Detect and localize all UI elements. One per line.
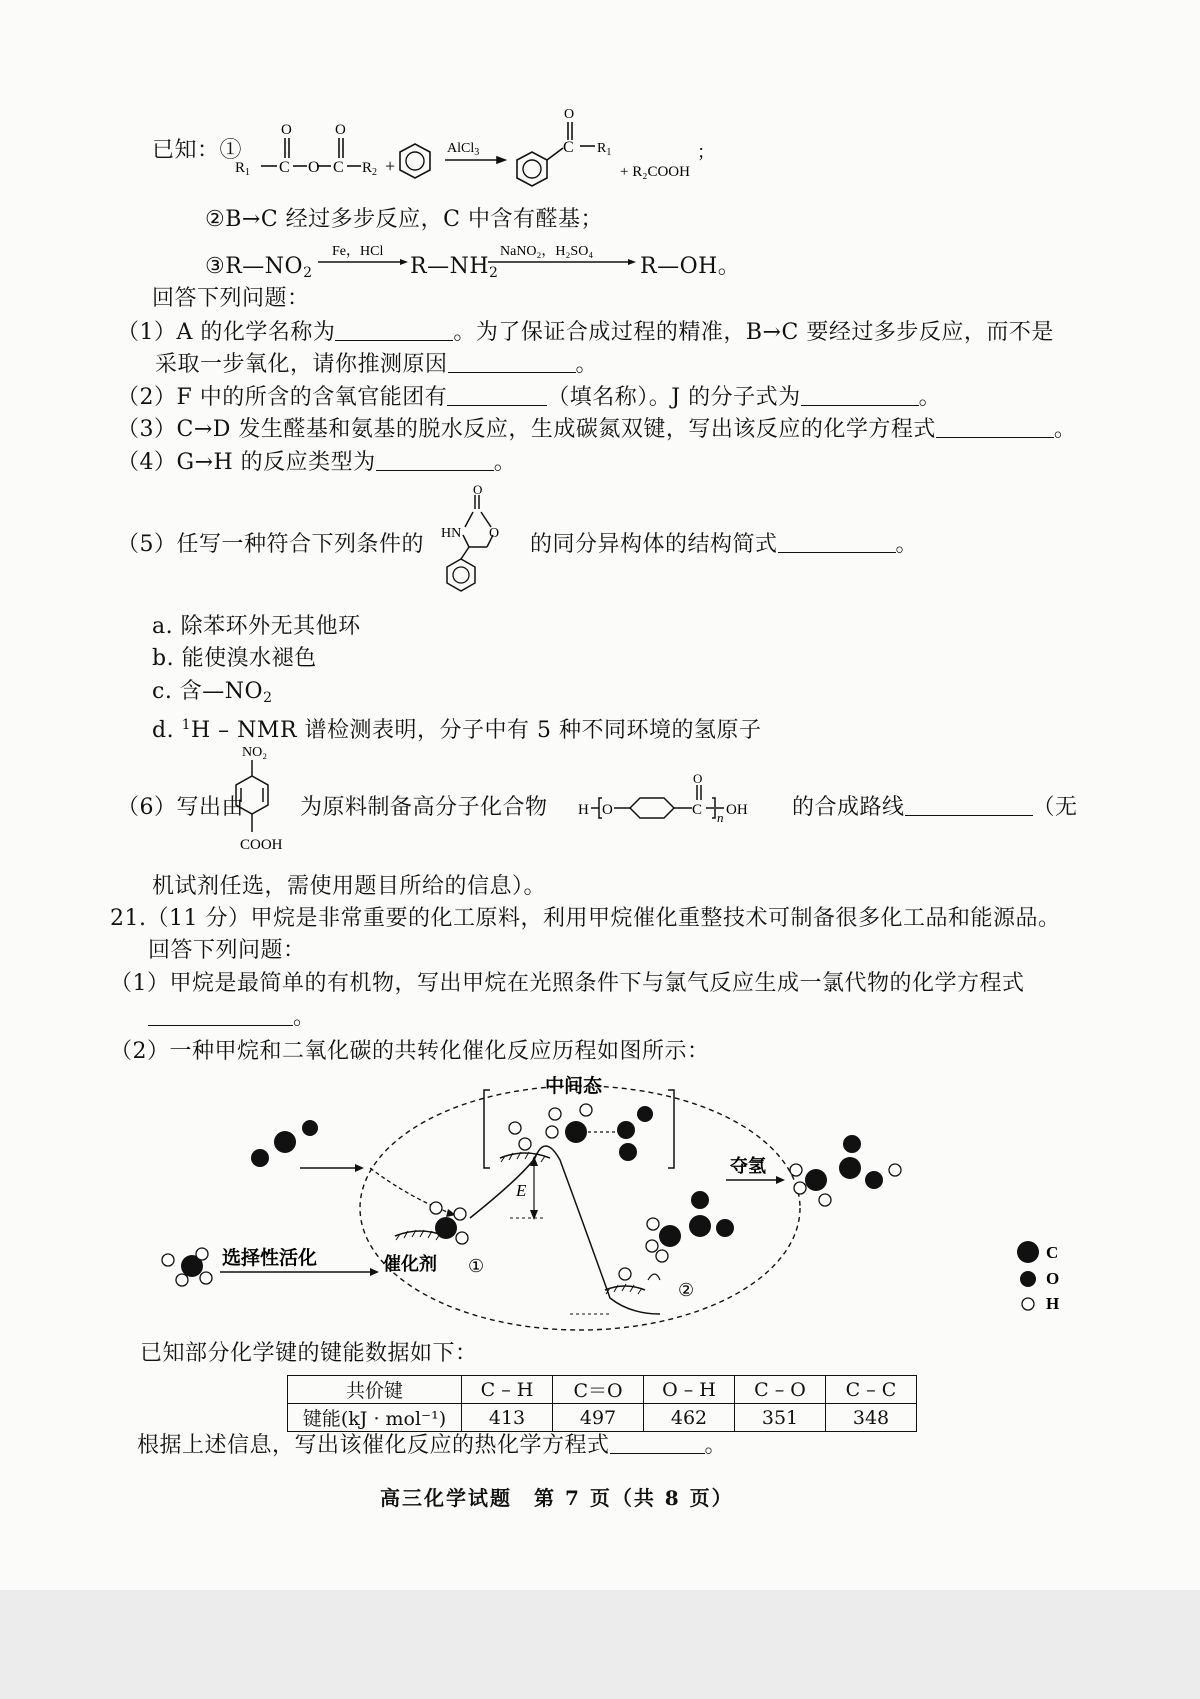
q3-line: （3）C→D 发生醛基和氨基的脱水反应，生成碳氮双键，写出该反应的化学方程式 。: [117, 417, 1077, 442]
bond-header-cc: C – C: [826, 1376, 917, 1404]
q4-blank-reaction-type[interactable]: [376, 448, 494, 471]
q4-line: （4）G→H 的反应类型为 。: [117, 450, 517, 475]
nano2-reagent: NaNO₂，H₂SO₄: [500, 244, 594, 259]
bond-intro: 已知部分化学键的键能数据如下：: [140, 1341, 478, 1366]
q6-line2: 机试剂任选，需使用题目所给的信息）。: [152, 874, 547, 899]
oxazolidinone-ring-o: O: [489, 526, 500, 541]
condition-d: d. $^1$H – NMR 谱检测表明，分子中有 5 种不同环境的氢原子: [152, 717, 762, 743]
oxazolidinone-carbonyl-o: O: [473, 485, 483, 497]
known-item-2: ②B→C 经过多步反应，C 中含有醛基；: [205, 207, 603, 232]
bond-header-co: C – O: [735, 1376, 826, 1404]
step-2-label: ②: [678, 1280, 695, 1300]
answer-heading: 回答下列问题：: [152, 286, 310, 311]
final-question: 根据上述信息，写出该催化反应的热化学方程式 。: [137, 1433, 728, 1458]
bond-energy-ch: 413: [462, 1404, 553, 1432]
product-r1: $R_1$: [597, 141, 612, 158]
q1-line1: （1）A 的化学名称为 。为了保证合成过程的精准，B→C 要经过多步反应，而不是: [117, 320, 1054, 345]
polymer-n-subscript: n: [717, 810, 724, 825]
q5-blank-structure[interactable]: [778, 530, 896, 553]
semicolon: ；: [697, 142, 715, 162]
known-item-3-mid: $R—NH_2$: [410, 254, 499, 281]
bridge-oxygen: O: [308, 159, 320, 176]
q21-2: （2）一种甲烷和二氧化碳的共转化催化反应历程如图所示：: [110, 1039, 710, 1064]
q1-line2: 采取一步氧化，请你推测原因 。: [155, 352, 599, 377]
carbonyl-oxygen-2: O: [335, 122, 346, 138]
r2-label: $R_2$: [362, 160, 378, 178]
product-carbonyl-oxygen: O: [564, 108, 575, 122]
bond-header-label: 共价键: [288, 1376, 462, 1404]
bond-energy-label: 键能(kJ · mol⁻¹): [288, 1404, 462, 1432]
q2-blank-functional-groups[interactable]: [447, 383, 547, 406]
q6-line-mid: 为原料制备高分子化合物: [300, 795, 548, 820]
carbonyl-oxygen-1: O: [281, 122, 292, 138]
bond-table-header-row: [288, 1376, 917, 1404]
page-bottom-margin: [0, 1590, 1200, 1699]
condition-c: c. 含$—NO_2$: [152, 679, 273, 706]
catalysis-mechanism-diagram: [140, 1068, 1100, 1338]
co2-molecule: [251, 1120, 318, 1167]
polyester-structure: [578, 770, 788, 826]
intermediate-label: 中间态: [545, 1076, 603, 1097]
ch4-molecule: [162, 1248, 212, 1286]
carbonyl-carbon-2: C: [333, 159, 344, 176]
bond-energy-cc: 348: [826, 1404, 917, 1432]
oxazolidinone-nh: HN: [441, 526, 462, 541]
q1-blank-a-name[interactable]: [335, 318, 453, 341]
bond-header-oh: O – H: [644, 1376, 735, 1404]
oxazolidinone-structure: [425, 485, 525, 600]
known-item-3-end: R—OH。: [640, 254, 741, 279]
q2-blank-formula[interactable]: [801, 383, 919, 406]
q3-blank-equation[interactable]: [936, 415, 1054, 438]
polymer-carbonyl-c: C: [692, 802, 703, 818]
dehydrogenation-label: 夺氢: [730, 1156, 766, 1176]
known-item-3: $③R—NO_2$: [205, 254, 313, 281]
q2-line: （2）F 中的所含的含氧官能团有 （填名称）。J 的分子式为 。: [117, 385, 942, 410]
p-nitrobenzoic-acid-structure: [222, 742, 312, 867]
q21-1-answer: 。: [148, 1003, 316, 1033]
q21-intro: 21.（11 分）甲烷是非常重要的化工原料，利用甲烷催化重整技术可制备很多化工品和能源品。: [110, 906, 1061, 931]
carboxyl-group: COOH: [240, 837, 283, 853]
carbonyl-carbon-1: C: [279, 159, 290, 176]
page-footer: 高三化学试题 第 7 页（共 8 页）: [380, 1486, 734, 1510]
activation-energy-label: E: [516, 1181, 527, 1200]
legend-oxygen: O: [1046, 1269, 1060, 1288]
q5-line-end: 的同分异构体的结构简式 。: [530, 532, 919, 557]
q21-heading: 回答下列问题：: [148, 938, 306, 963]
polymer-carbonyl-o: O: [693, 771, 703, 786]
q6-blank-route[interactable]: [905, 793, 1033, 816]
fe-hcl-reagent: Fe，HCl: [332, 244, 384, 259]
polymer-oh-end: OH: [726, 802, 748, 818]
plus-sign: +: [385, 156, 396, 176]
legend-hydrogen: H: [1046, 1294, 1060, 1313]
bond-header-ch: C – H: [462, 1376, 553, 1404]
alcl3-catalyst: AlCl$_3$: [447, 141, 480, 158]
product-carbonyl-carbon: C: [563, 139, 574, 156]
q21-1: （1）甲烷是最简单的有机物，写出甲烷在光照条件下与氯气反应生成一氯代物的化学方程式: [110, 971, 1025, 996]
catalyst-surface-2: [605, 1268, 660, 1294]
step-1-label: ①: [468, 1256, 485, 1276]
bond-energy-oh: 462: [644, 1404, 735, 1432]
q5-line-start: （5）任写一种符合下列条件的: [117, 532, 424, 557]
condition-b: b. 能使溴水褪色: [152, 646, 317, 671]
transition-state-complex: [500, 1104, 653, 1162]
q21-1-blank-equation[interactable]: [148, 1003, 293, 1026]
product-byproduct: + R₂COOH: [620, 164, 690, 180]
known-label: 已知：①: [152, 138, 243, 163]
anhydride-acylation-scheme: [235, 108, 715, 198]
q6-line-end: 的合成路线 （无: [792, 795, 1078, 820]
bond-header-co-double: C＝O: [553, 1376, 644, 1404]
r1-label: $R_1$: [235, 160, 251, 178]
bond-energy-table: [287, 1375, 917, 1432]
polymer-ether-o: O: [602, 802, 613, 818]
nitro-group: NO₂: [242, 745, 268, 760]
acetic-acid-product: [790, 1135, 901, 1206]
condition-a: a. 除苯环外无其他环: [152, 614, 361, 639]
selective-activation-label: 选择性活化: [222, 1248, 318, 1269]
bond-energy-co-double: 497: [553, 1404, 644, 1432]
catalyst-surface-1: [395, 1202, 468, 1244]
acetic-acid-intermediate: [646, 1191, 734, 1262]
final-blank-thermo-equation[interactable]: [610, 1431, 705, 1454]
bond-table-value-row: [288, 1404, 917, 1432]
q1-blank-reason[interactable]: [448, 350, 576, 373]
bond-energy-co: 351: [735, 1404, 826, 1432]
atom-legend: [1017, 1241, 1059, 1313]
polymer-h-end: H: [578, 802, 589, 818]
legend-carbon: C: [1046, 1243, 1059, 1262]
q6-line-start: （6）写出由: [117, 795, 244, 820]
catalyst-label: 催化剂: [383, 1254, 437, 1274]
